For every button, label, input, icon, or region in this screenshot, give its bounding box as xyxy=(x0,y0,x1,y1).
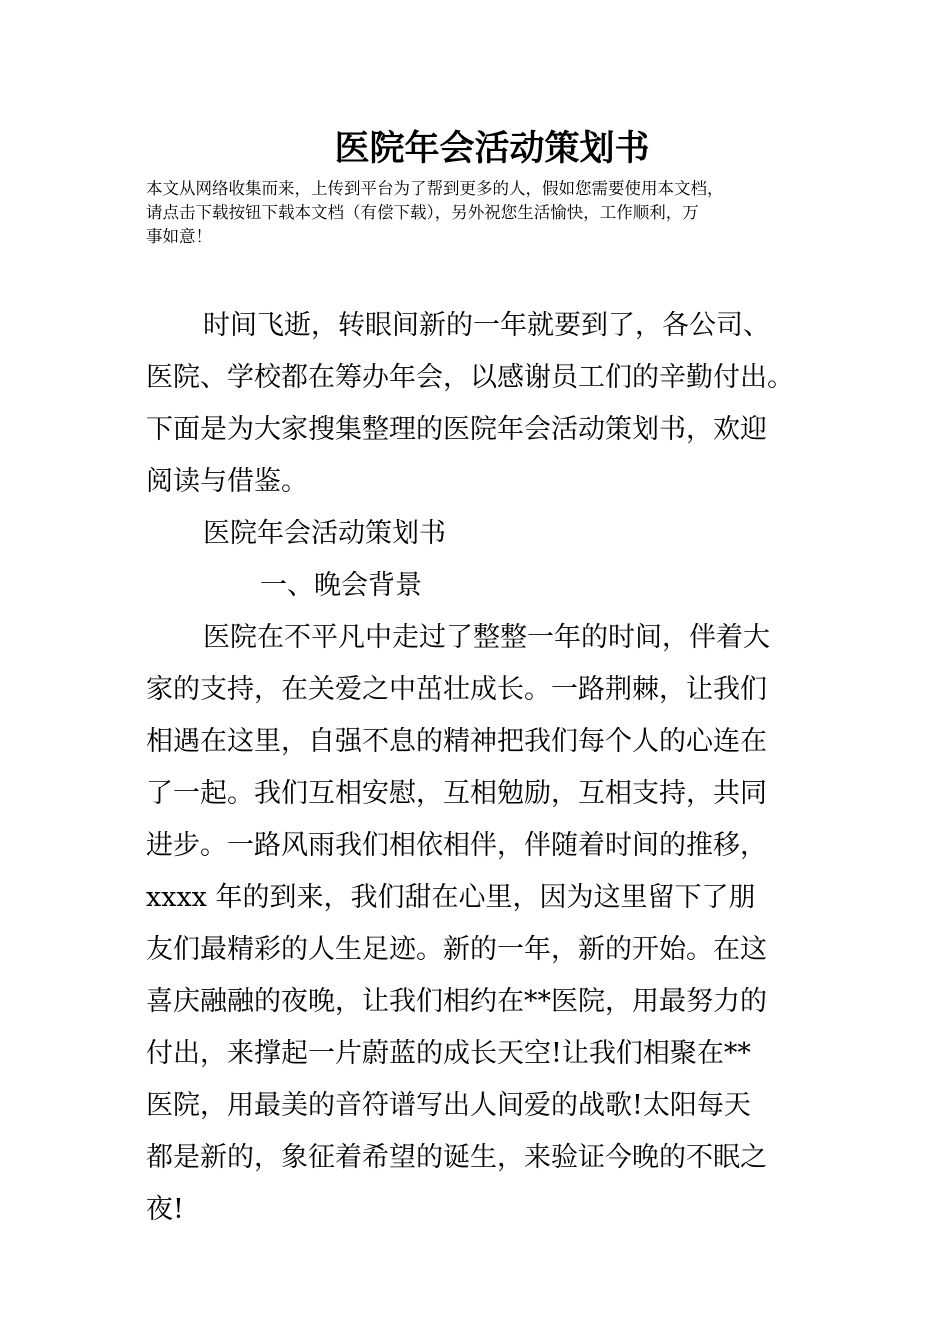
section-line: 相遇在这里，自强不息的精神把我们每个人的心连在 xyxy=(146,726,767,757)
section-line: 夜! xyxy=(146,1194,184,1225)
section-line: 了一起。我们互相安慰，互相勉励，互相支持，共同 xyxy=(146,778,767,809)
section-line: 进步。一路风雨我们相依相伴，伴随着时间的推移， xyxy=(146,830,767,861)
plan-subtitle: 医院年会活动策划书 xyxy=(203,518,446,549)
section-line: 喜庆融融的夜晚，让我们相约在**医院，用最努力的 xyxy=(146,986,767,1017)
section-line: 医院在不平凡中走过了整整一年的时间，伴着大 xyxy=(203,622,770,653)
intro-line: 医院、学校都在筹办年会，以感谢员工们的辛勤付出。 xyxy=(146,362,794,393)
section-line: 医院，用最美的音符谱写出人间爱的战歌!太阳每天 xyxy=(146,1090,751,1121)
section-line: 付出，来撑起一片蔚蓝的成长天空!让我们相聚在** xyxy=(146,1038,751,1069)
intro-line: 时间飞逝，转眼间新的一年就要到了，各公司、 xyxy=(203,310,770,341)
intro-line: 阅读与借鉴。 xyxy=(146,466,308,497)
section-line: xxxx 年的到来，我们甜在心里，因为这里留下了朋 xyxy=(146,882,756,913)
section-line: 家的支持，在关爱之中茁壮成长。一路荆棘，让我们 xyxy=(146,674,767,705)
notice-line: 事如意！ xyxy=(146,227,212,246)
intro-line: 下面是为大家搜集整理的医院年会活动策划书，欢迎 xyxy=(146,414,767,445)
section-heading: 一、晚会背景 xyxy=(260,570,422,601)
notice-line: 请点击下载按钮下载本文档（有偿下载），另外祝您生活愉快，工作顺利，万 xyxy=(146,203,699,222)
download-notice xyxy=(146,177,826,249)
document-title: 医院年会活动策划书 xyxy=(334,128,650,169)
notice-line: 本文从网络收集而来，上传到平台为了帮到更多的人，假如您需要使用本文档， xyxy=(146,179,724,198)
section-line: 都是新的，象征着希望的诞生，来验证今晚的不眠之 xyxy=(146,1142,767,1173)
section-line: 友们最精彩的人生足迹。新的一年，新的开始。在这 xyxy=(146,934,767,965)
document-body xyxy=(146,300,836,1236)
